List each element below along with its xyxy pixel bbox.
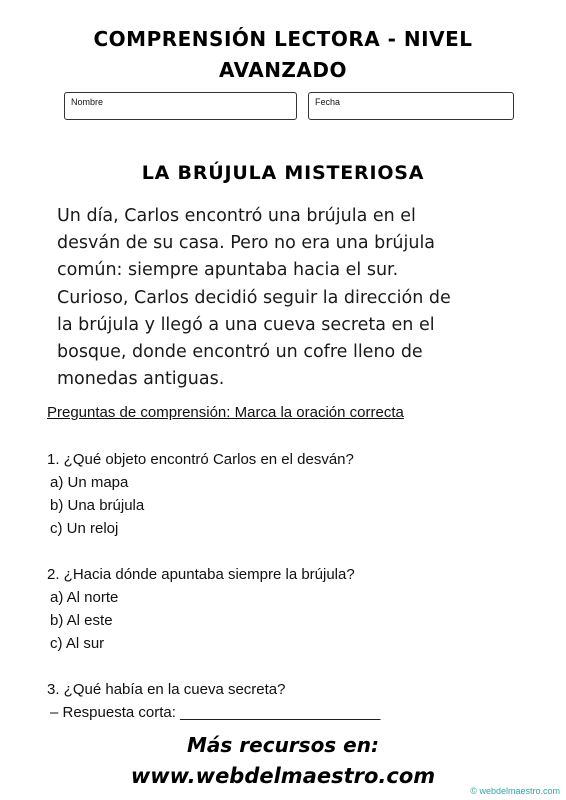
question-1-option-a[interactable]: a) Un mapa xyxy=(50,474,129,491)
question-2: 2. ¿Hacia dónde apuntaba siempre la brújula? xyxy=(47,566,355,583)
story-line: Un día, Carlos encontró una brújula en el xyxy=(57,206,416,226)
story-line: Curioso, Carlos decidió seguir la dirección de xyxy=(57,287,451,308)
worksheet-title xyxy=(0,24,566,86)
story-line: desván de su casa. Pero no era una brújula xyxy=(57,233,436,254)
question-2-option-c[interactable]: c) Al sur xyxy=(50,635,105,652)
question-2-option-a[interactable]: a) Al norte xyxy=(50,589,119,606)
question-3-answer-line[interactable]: – Respuesta corta: ________________________ xyxy=(50,704,381,721)
questions-instruction: Preguntas de comprensión: Marca la oración correcta xyxy=(47,404,404,421)
story-text xyxy=(57,203,497,393)
name-field-label: Nombre xyxy=(71,97,104,107)
story-line: la brújula y llegó a una cueva secreta en el xyxy=(57,314,435,335)
copyright-watermark: © webdelmaestro.com xyxy=(470,786,560,796)
title-line-2: AVANZADO xyxy=(218,58,348,82)
title-line-1: COMPRENSIÓN LECTORA - NIVEL xyxy=(93,27,473,51)
story-line: común: siempre apuntaba hacia el sur. xyxy=(57,260,399,281)
question-3: 3. ¿Qué había en la cueva secreta? xyxy=(47,681,286,698)
footer-resources-label: Más recursos en: xyxy=(187,733,379,757)
story-title: LA BRÚJULA MISTERIOSA xyxy=(141,162,425,184)
question-1-option-b[interactable]: b) Una brújula xyxy=(50,497,145,514)
question-1: 1. ¿Qué objeto encontró Carlos en el desván? xyxy=(47,451,354,468)
story-line: monedas antiguas. xyxy=(57,369,225,390)
question-1-option-c[interactable]: c) Un reloj xyxy=(50,520,119,537)
date-field[interactable] xyxy=(308,92,514,120)
footer-website[interactable]: www.webdelmaestro.com xyxy=(130,764,436,788)
story-line: bosque, donde encontró un cofre lleno de xyxy=(57,342,423,363)
question-2-option-b[interactable]: b) Al este xyxy=(50,612,113,629)
date-field-label: Fecha xyxy=(315,97,341,107)
name-field[interactable] xyxy=(64,92,297,120)
